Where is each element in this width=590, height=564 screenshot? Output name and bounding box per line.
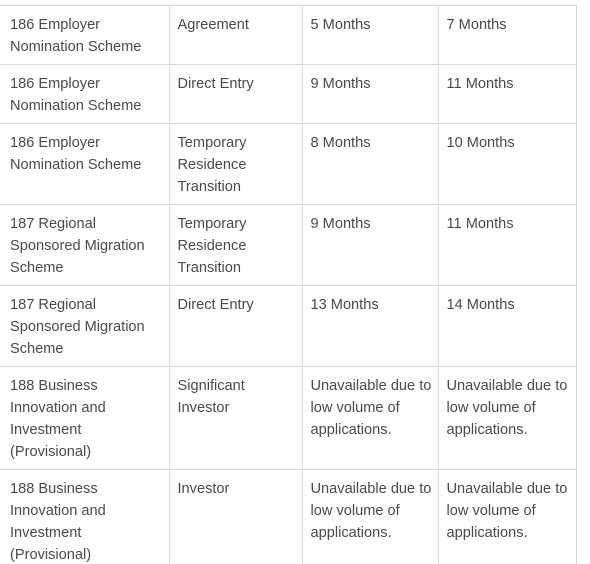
processing-time-90-cell: Unavailable due to low volume of applications. bbox=[438, 470, 576, 564]
visa-subclass-cell: 188 Business Innovation and Investment (Provisional) bbox=[0, 367, 169, 470]
visa-subclass-cell: 188 Business Innovation and Investment (Provisional) bbox=[0, 470, 169, 564]
visa-subclass-cell: 187 Regional Sponsored Migration Scheme bbox=[0, 286, 169, 367]
table-row bbox=[0, 6, 576, 65]
stream-cell: Investor bbox=[169, 470, 302, 564]
visa-subclass-cell: 187 Regional Sponsored Migration Scheme bbox=[0, 205, 169, 286]
processing-time-75-cell: 5 Months bbox=[302, 6, 438, 65]
processing-time-90-cell: Unavailable due to low volume of applications. bbox=[438, 367, 576, 470]
visa-subclass-cell: 186 Employer Nomination Scheme bbox=[0, 124, 169, 205]
stream-cell: Agreement bbox=[169, 6, 302, 65]
table-row bbox=[0, 65, 576, 124]
stream-cell: Direct Entry bbox=[169, 65, 302, 124]
stream-cell: Temporary Residence Transition bbox=[169, 124, 302, 205]
processing-time-75-cell: 13 Months bbox=[302, 286, 438, 367]
stream-cell: Direct Entry bbox=[169, 286, 302, 367]
table-row bbox=[0, 367, 576, 470]
visa-subclass-cell: 186 Employer Nomination Scheme bbox=[0, 65, 169, 124]
table-row bbox=[0, 286, 576, 367]
stream-cell: Temporary Residence Transition bbox=[169, 205, 302, 286]
processing-time-90-cell: 11 Months bbox=[438, 205, 576, 286]
processing-time-90-cell: 7 Months bbox=[438, 6, 576, 65]
table-row bbox=[0, 124, 576, 205]
visa-processing-table bbox=[0, 5, 577, 564]
table-row bbox=[0, 205, 576, 286]
processing-time-90-cell: 14 Months bbox=[438, 286, 576, 367]
processing-time-90-cell: 11 Months bbox=[438, 65, 576, 124]
stream-cell: Significant Investor bbox=[169, 367, 302, 470]
processing-time-75-cell: Unavailable due to low volume of applications. bbox=[302, 367, 438, 470]
visa-processing-table-container bbox=[0, 5, 576, 564]
processing-time-75-cell: Unavailable due to low volume of applications. bbox=[302, 470, 438, 564]
processing-time-75-cell: 9 Months bbox=[302, 205, 438, 286]
processing-time-75-cell: 9 Months bbox=[302, 65, 438, 124]
visa-subclass-cell: 186 Employer Nomination Scheme bbox=[0, 6, 169, 65]
processing-time-90-cell: 10 Months bbox=[438, 124, 576, 205]
processing-time-75-cell: 8 Months bbox=[302, 124, 438, 205]
table-row bbox=[0, 470, 576, 564]
